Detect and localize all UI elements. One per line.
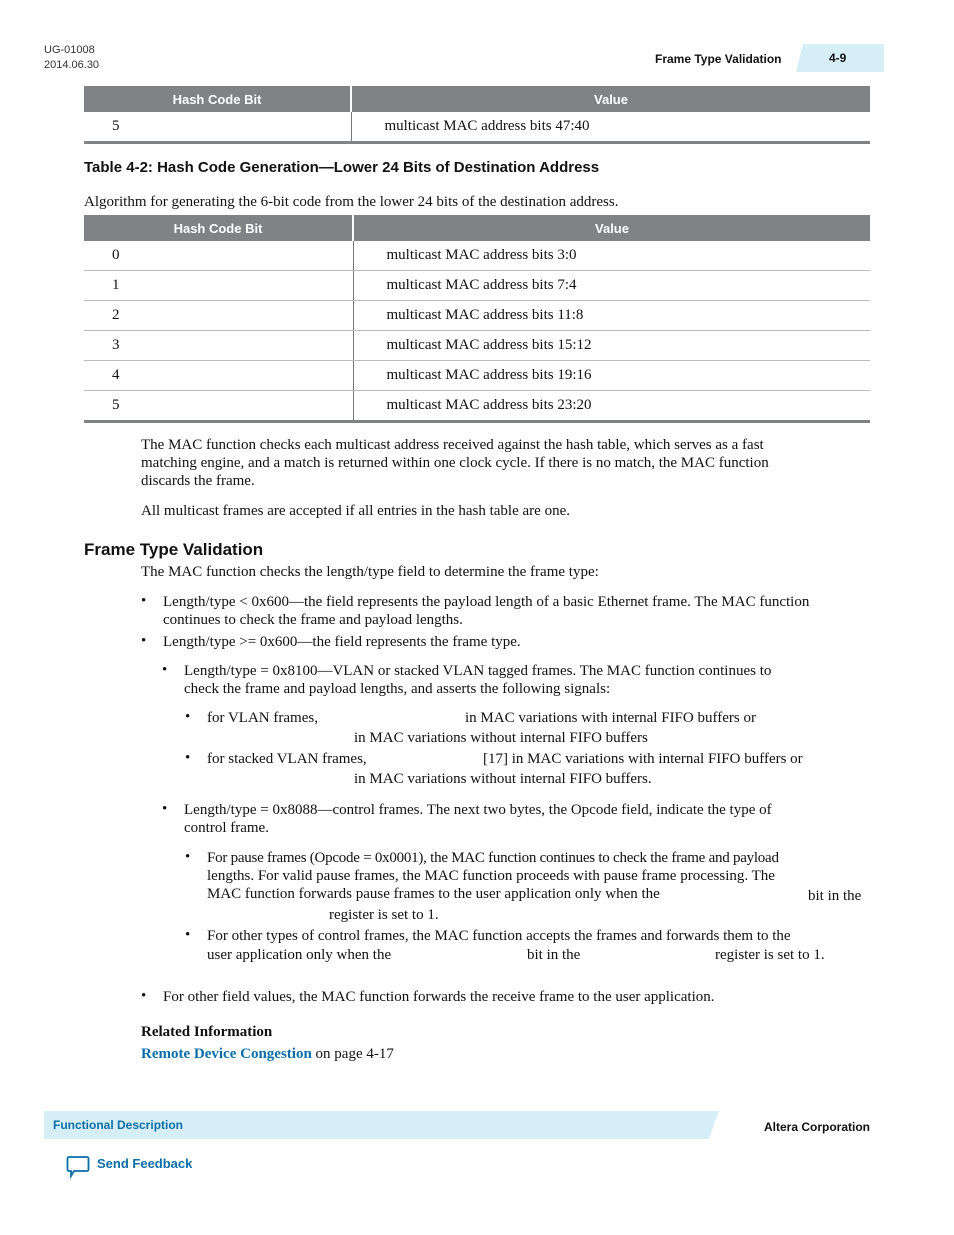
speech-bubble-icon[interactable] [66,1155,90,1184]
cell-value: multicast MAC address bits 15:12 [353,331,870,361]
col-header-bit: Hash Code Bit [84,215,353,241]
cell-bit: 4 [84,361,353,391]
text-register-set: register is set to 1. [329,907,439,923]
paragraph-hash-check [141,436,769,490]
text-stacked-nofifo: in MAC variations without internal FIFO buffers. [354,771,652,787]
doc-number: UG-01008 [44,44,95,56]
col-header-value: Value [351,86,870,112]
text-bit-in-the: bit in the [808,888,862,904]
text-line: control frame. [184,820,269,836]
text-vlan-fifo: in MAC variations with internal FIFO buffers or [465,710,756,726]
table-row [84,271,870,301]
text-line: matching engine, and a match is returned within one clock cycle. If there is no match, the MAC function [141,455,769,471]
hash-table-continued [84,86,870,144]
text-line: Length/type = 0x8088—control frames. The next two bytes, the Opcode field, indicate the type of [184,802,772,818]
cell-value: multicast MAC address bits 47:40 [351,112,870,143]
text-line: Length/type = 0x8100—VLAN or stacked VLAN tagged frames. The MAC function continues to [184,663,772,679]
cell-bit: 2 [84,301,353,331]
doc-id [44,43,99,73]
text-line: Length/type < 0x600—the field represents the payload length of a basic Ethernet frame. The MAC function [163,594,810,610]
table-row [84,241,870,271]
text-line: MAC function forwards pause frames to the user application only when the [207,886,660,902]
hash-table-lower [84,215,870,423]
col-header-value: Value [353,215,870,241]
cell-value: multicast MAC address bits 23:20 [353,391,870,422]
bullet-length-greater: Length/type >= 0x600—the field represents the frame type. [163,634,521,650]
text-line: continues to check the frame and payload lengths. [163,612,463,628]
text-line: lengths. For valid pause frames, the MAC function proceeds with pause frame processing. The [207,868,775,884]
cell-bit: 0 [84,241,353,271]
bullet-icon: • [141,633,147,649]
bullet-icon: • [141,988,147,1004]
cell-bit: 5 [84,391,353,422]
text-line: The MAC function checks each multicast address received against the hash table, which serves as a fast [141,437,764,453]
doc-date: 2014.06.30 [44,59,100,71]
bullet-icon: • [185,750,191,766]
bullet-icon: • [185,709,191,725]
text-line: check the frame and payload lengths, and asserts the following signals: [184,681,611,697]
cell-value: multicast MAC address bits 11:8 [353,301,870,331]
bullet-icon: • [162,662,168,678]
cell-bit: 1 [84,271,353,301]
cell-bit: 3 [84,331,353,361]
section-intro: The MAC function checks the length/type field to determine the frame type: [141,564,599,580]
text-line: user application only when the [207,947,392,963]
cell-value: multicast MAC address bits 3:0 [353,241,870,271]
col-header-bit: Hash Code Bit [84,86,351,112]
bullet-vlan [184,662,771,698]
page-number: 4-9 [829,51,847,65]
bullet-control [184,801,772,837]
send-feedback-link[interactable]: Send Feedback [97,1156,193,1171]
text-line: discards the frame. [141,473,255,489]
table-row [84,301,870,331]
bullet-length-less [163,593,809,629]
header-section-title: Frame Type Validation [655,52,782,66]
section-heading: Frame Type Validation [84,540,264,559]
text-vlan-nofifo: in MAC variations without internal FIFO buffers [354,730,648,746]
footer-section: Functional Description [53,1118,184,1132]
bullet-pause [207,849,779,903]
cell-bit: 5 [84,112,351,143]
bullet-other-control: For other types of control frames, the MAC function accepts the frames and forwards them to the [207,928,791,944]
page-ref: on page 4-17 [311,1046,394,1062]
text-line: register is set to 1. [715,947,825,963]
text-stacked-vlan: for stacked VLAN frames, [207,751,367,767]
text-stacked-fifo: [17] in MAC variations with internal FIFO buffers or [483,751,803,767]
table-description: Algorithm for generating the 6-bit code from the lower 24 bits of the destination address. [84,194,619,210]
text-vlan-frames: for VLAN frames, [207,710,318,726]
text-line: For pause frames (Opcode = 0x0001), the MAC function continues to check the frame and payload [207,850,779,866]
table-caption: Table 4-2: Hash Code Generation—Lower 24 Bits of Destination Address [84,159,600,176]
bullet-icon: • [185,849,191,865]
cell-value: multicast MAC address bits 7:4 [353,271,870,301]
table-row [84,331,870,361]
bullet-other-values: For other field values, the MAC function forwards the receive frame to the user application. [163,989,715,1005]
footer-company: Altera Corporation [764,1120,871,1134]
table-row [84,361,870,391]
table-row [84,391,870,422]
bullet-icon: • [162,801,168,817]
related-link-line [141,1045,394,1063]
paragraph-all-accepted: All multicast frames are accepted if all entries in the hash table are one. [141,503,570,519]
cell-value: multicast MAC address bits 19:16 [353,361,870,391]
bullet-icon: • [141,593,147,609]
text-line: bit in the [527,947,581,963]
bullet-icon: • [185,927,191,943]
related-info-title: Related Information [141,1024,273,1040]
table-row [84,112,870,143]
remote-device-congestion-link[interactable]: Remote Device Congestion [141,1046,312,1062]
